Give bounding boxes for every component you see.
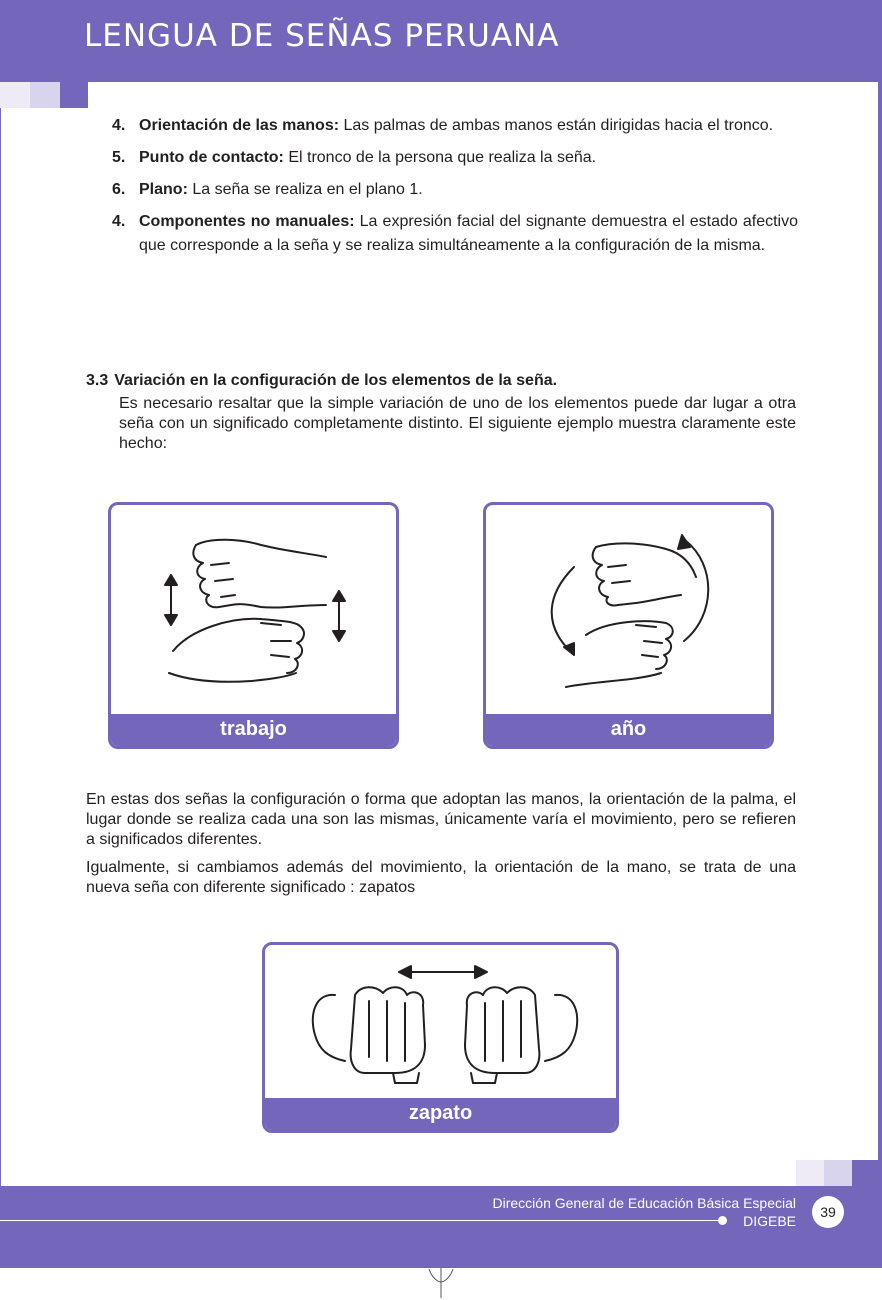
sign-card-zapato bbox=[262, 942, 619, 1133]
right-edge-bar bbox=[878, 82, 882, 1268]
list-text: El tronco de la persona que realiza la seña. bbox=[283, 149, 597, 166]
list-number: 4. bbox=[112, 213, 126, 230]
header-deco-squares bbox=[0, 82, 90, 108]
list-number: 4. bbox=[112, 117, 126, 134]
section-body: Es necesario resaltar que la simple variación de uno de los elementos puede dar lugar a otra seña con un significado completamente distinto. El siguiente ejemplo muestra claramente este hecho: bbox=[119, 395, 796, 452]
section-number: 3.3 bbox=[86, 372, 109, 389]
footer-deco-squares bbox=[796, 1160, 880, 1186]
list-number: 5. bbox=[112, 149, 126, 166]
anio-hands-illustration bbox=[486, 505, 771, 746]
sign-card-trabajo bbox=[108, 502, 399, 749]
list-term: Orientación de las manos: bbox=[139, 117, 340, 134]
card-label: trabajo bbox=[111, 714, 396, 746]
footer-organization: Dirección General de Educación Básica Especial bbox=[492, 1195, 796, 1211]
card-label: zapato bbox=[265, 1098, 616, 1130]
section-3-3 bbox=[86, 372, 796, 454]
sign-card-anio bbox=[483, 502, 774, 749]
footer-acronym: DIGEBE bbox=[743, 1213, 796, 1229]
list-text: La seña se realiza en el plano 1. bbox=[187, 181, 423, 198]
paragraph-movement: En estas dos señas la configuración o forma que adoptan las manos, la orientación de la palma, el lugar donde se realiza cada una son las mismas, únicamente varía el movimiento, pero se refieren a significados diferentes. bbox=[86, 791, 796, 848]
footer-rule bbox=[0, 1220, 722, 1221]
list-term: Componentes no manuales: bbox=[139, 213, 355, 230]
list-text: Las palmas de ambas manos están dirigidas hacia el tronco. bbox=[339, 117, 774, 134]
component-list bbox=[112, 114, 798, 266]
list-item bbox=[112, 178, 798, 202]
list-item bbox=[112, 146, 798, 170]
section-title: Variación en la configuración de los elementos de la seña. bbox=[114, 372, 558, 389]
header-band bbox=[0, 0, 882, 82]
list-term: Punto de contacto: bbox=[139, 149, 284, 166]
crop-mark-icon bbox=[428, 1268, 454, 1298]
list-text: La expresión facial del signante demuestra el estado afectivo que corresponde a la seña y se realiza simultáneamente a la configuración de la misma. bbox=[139, 213, 799, 254]
paragraph-orientation: Igualmente, si cambiamos además del movimiento, la orientación de la mano, se trata de una nueva seña con diferente significado : zapatos bbox=[86, 859, 796, 896]
card-label: año bbox=[486, 714, 771, 746]
list-item bbox=[112, 210, 798, 258]
trabajo-hands-illustration bbox=[111, 505, 396, 746]
list-term: Plano: bbox=[139, 181, 188, 198]
list-number: 6. bbox=[112, 181, 126, 198]
list-item bbox=[112, 114, 798, 138]
page-number: 39 bbox=[812, 1196, 844, 1228]
footer-bullet-icon bbox=[718, 1216, 727, 1225]
section-heading bbox=[86, 372, 796, 390]
page-header-title: LENGUA DE SEÑAS PERUANA bbox=[84, 18, 560, 54]
